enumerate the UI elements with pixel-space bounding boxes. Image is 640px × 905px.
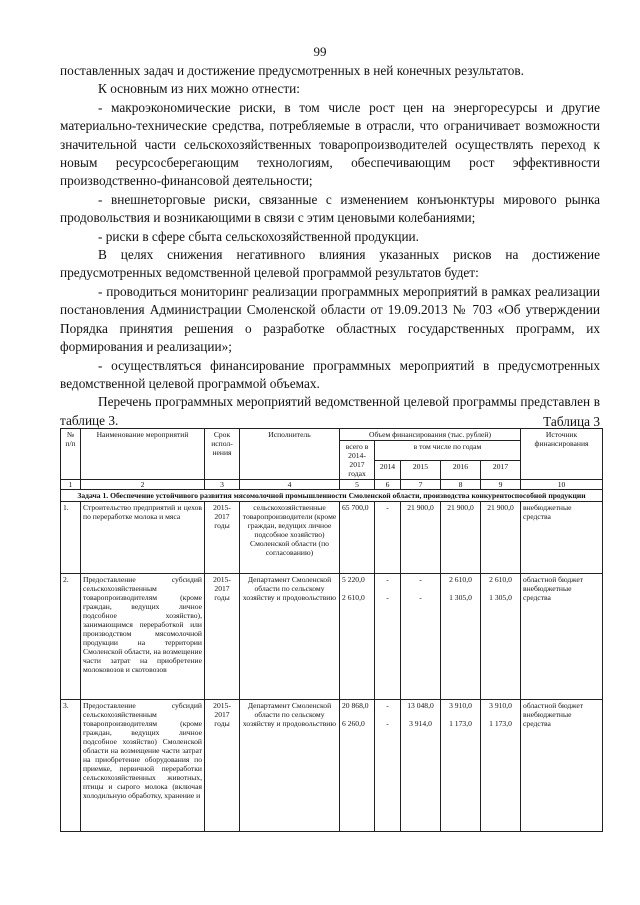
row-2014 xyxy=(375,502,401,574)
header-2015: 2015 xyxy=(401,460,441,480)
value: - xyxy=(386,701,389,710)
row-name: Строительство предприятий и цехов по переработке молока и мяса xyxy=(81,502,205,574)
value: 1 173,0 xyxy=(449,719,472,728)
row-2017 xyxy=(481,700,521,832)
row-num: 3. xyxy=(61,700,81,832)
value: 6 260,0 xyxy=(342,719,365,728)
col-number: 7 xyxy=(401,480,441,490)
row-num: 1. xyxy=(61,502,81,574)
row-executor: сельскохозяйственные товаропроизводители (кроме граждан, ведущих личное подсобное хозяйство) Смоленской области (по согласованию) xyxy=(240,502,340,574)
header-2014: 2014 xyxy=(375,460,401,480)
row-executor: Департамент Смоленской области по сельскому хозяйству и продовольствию xyxy=(240,700,340,832)
value: 1 305,0 xyxy=(489,593,512,602)
value: - xyxy=(386,503,389,512)
header-executor: Исполнитель xyxy=(240,429,340,480)
row-num: 2. xyxy=(61,574,81,700)
col-number: 9 xyxy=(481,480,521,490)
row-executor: Департамент Смоленской области по сельскому хозяйству и продовольствию xyxy=(240,574,340,700)
value: - xyxy=(419,593,422,602)
table-row xyxy=(61,700,603,832)
value: - xyxy=(386,719,389,728)
col-number: 4 xyxy=(240,480,340,490)
row-2016 xyxy=(441,574,481,700)
row-source: внебюджетные средства xyxy=(521,502,603,574)
value: 20 868,0 xyxy=(342,701,369,710)
header-total: всего в 2014-2017 годах xyxy=(340,441,375,480)
row-term: 2015-2017 годы xyxy=(205,700,240,832)
table-caption: Таблица 3 xyxy=(543,414,600,429)
value: - xyxy=(419,575,422,584)
col-number: 3 xyxy=(205,480,240,490)
row-total xyxy=(340,574,375,700)
value: 2 610,0 xyxy=(489,575,512,584)
row-2016 xyxy=(441,502,481,574)
header-source: Источник финансирования xyxy=(521,429,603,480)
header-2017: 2017 xyxy=(481,460,521,480)
row-source: областной бюджет внебюджетные средства xyxy=(521,574,603,700)
header-2016: 2016 xyxy=(441,460,481,480)
header-term: Срок испол-нения xyxy=(205,429,240,480)
task-title: Задача 1. Обеспечение устойчивого развития мясомолочной промышленности Смоленской области, производства конкурентоспособной продукции xyxy=(61,490,603,502)
value: 2 610,0 xyxy=(449,575,472,584)
value: 5 220,0 xyxy=(342,575,365,584)
row-term: 2015-2017 годы xyxy=(205,574,240,700)
row-name: Предоставление субсидий сельскохозяйственным товаропроизводителям (кроме граждан, ведущих личное подсобное хозяйство) Смоленской области на возмещение части затрат на приобретение оборудования по приемке, первичной переработки сельскохозяйственных животных, птицы и сырого молока (включая холодильную обработку, хранение и xyxy=(81,700,205,832)
value: 1 173,0 xyxy=(489,719,512,728)
paragraph: - риски в сфере сбыта сельскохозяйственной продукции. xyxy=(98,228,419,244)
page-number: 99 xyxy=(313,44,327,59)
row-2015 xyxy=(401,700,441,832)
value: 2 610,0 xyxy=(342,593,365,602)
header-by-years: в том числе по годам xyxy=(375,441,521,461)
row-total xyxy=(340,700,375,832)
paragraph: - проводиться мониторинг реализации программных мероприятий в рамках реализации постановления Администрации Смоленской области от 19.09.2013 № 703 «Об утверждении Порядка принятия решения о разработке областных государственных программ, их формирования и реализации»; xyxy=(60,283,600,355)
col-number: 6 xyxy=(375,480,401,490)
program-activities-table xyxy=(60,428,603,832)
paragraph: - макроэкономические риски, в том числе рост цен на энергоресурсы и другие материально-технические средства, потребляемые в отрасли, что ограничивает возможности значительной части сельскохозяйственных товаропроизводителей осуществлять переход к новым ресурсосберегающим технологиям, обеспечивающим рост эффективности производственно-финансовой деятельности; xyxy=(60,99,600,189)
header-name: Наименование мероприятий xyxy=(81,429,205,480)
row-2016 xyxy=(441,700,481,832)
header-num: № п/п xyxy=(61,429,81,480)
row-2015 xyxy=(401,574,441,700)
value: 1 305,0 xyxy=(449,593,472,602)
row-2014 xyxy=(375,574,401,700)
value: 21 900,0 xyxy=(487,503,514,512)
paragraph: К основным из них можно отнести: xyxy=(98,81,300,97)
value: 21 900,0 xyxy=(407,503,434,512)
value: 3 910,0 xyxy=(449,701,472,710)
table-row xyxy=(61,502,603,574)
value: 3 914,0 xyxy=(409,719,432,728)
col-number: 10 xyxy=(521,480,603,490)
row-term: 2015-2017 годы xyxy=(205,502,240,574)
value: 65 700,0 xyxy=(342,503,369,512)
value: 13 048,0 xyxy=(407,701,434,710)
row-total xyxy=(340,502,375,574)
row-2017 xyxy=(481,574,521,700)
col-number: 2 xyxy=(81,480,205,490)
paragraph: - внешнеторговые риски, связанные с изменением конъюнктуры мирового рынка продовольствия и возникающими в связи с этим ценовыми колебаниями; xyxy=(60,191,600,226)
paragraph: Перечень программных мероприятий ведомственной целевой программы представлен в таблице 3. xyxy=(60,394,600,428)
table-row xyxy=(61,574,603,700)
value: 3 910,0 xyxy=(489,701,512,710)
row-source: областной бюджет внебюджетные средства xyxy=(521,700,603,832)
value: - xyxy=(386,593,389,602)
col-number: 5 xyxy=(340,480,375,490)
value: - xyxy=(386,575,389,584)
body-text xyxy=(60,62,600,430)
paragraph: - осуществляться финансирование программных мероприятий в предусмотренных ведомственной целевой программой объемах. xyxy=(60,357,600,391)
row-2014 xyxy=(375,700,401,832)
row-2015 xyxy=(401,502,441,574)
header-volume: Объем финансирования (тыс. рублей) xyxy=(340,429,521,441)
paragraph: В целях снижения негативного влияния указанных рисков на достижение предусмотренных ведомственной целевой программой результатов будет: xyxy=(60,247,600,281)
row-name: Предоставление субсидий сельскохозяйственным товаропроизводителям (кроме граждан, ведущих личное подсобное хозяйство), занимающимся переработкой или производством мясомолочной продукции на территории Смоленской области, на возмещение части затрат на приобретение молоковозов и скотовозов xyxy=(81,574,205,700)
row-2017 xyxy=(481,502,521,574)
col-number: 8 xyxy=(441,480,481,490)
paragraph: поставленных задач и достижение предусмотренных в ней конечных результатов. xyxy=(60,63,524,78)
col-number: 1 xyxy=(61,480,81,490)
value: 21 900,0 xyxy=(447,503,474,512)
